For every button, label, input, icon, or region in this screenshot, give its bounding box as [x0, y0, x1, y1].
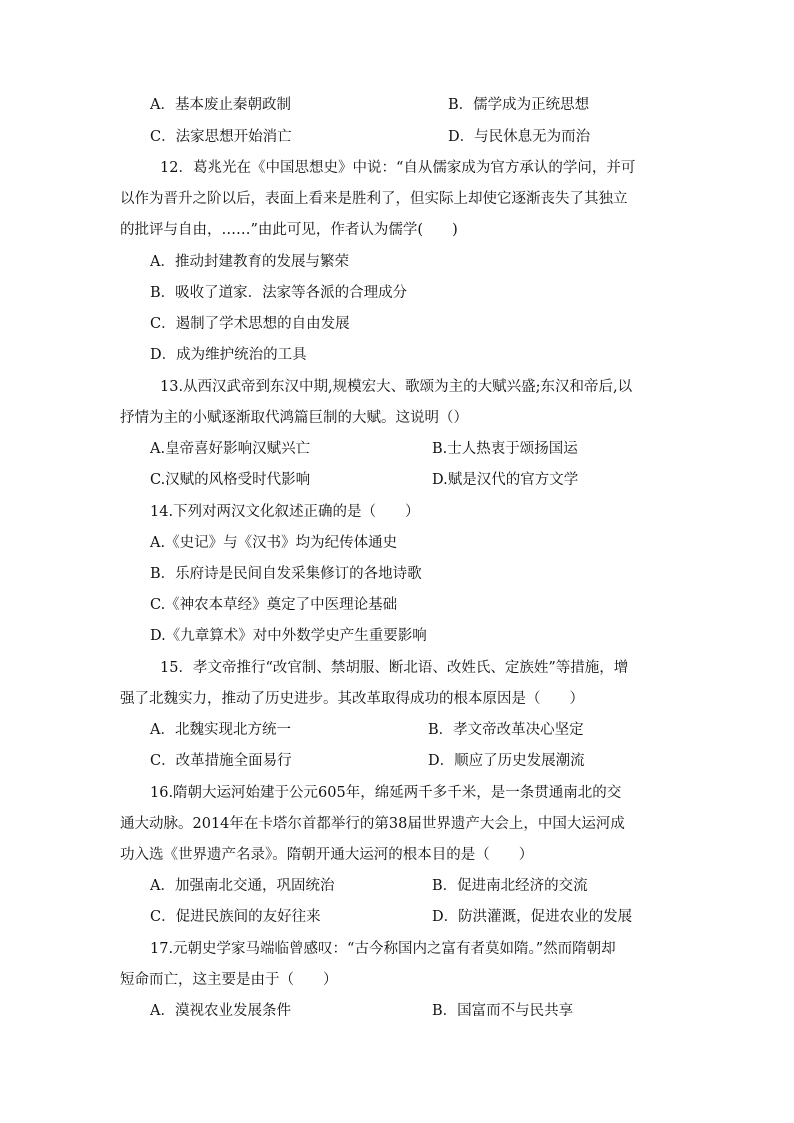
q14-option-c: C.《神农本草经》奠定了中医理论基础: [150, 597, 398, 613]
q12-option-d: D．成为维护统治的工具: [150, 347, 307, 363]
q15-option-c: C．改革措施全面易行: [150, 753, 292, 769]
q12-option-b: B．吸收了道家．法家等各派的合理成分: [150, 285, 408, 301]
q16-option-d: D．防洪灌溉，促进农业的发展: [432, 909, 633, 925]
q13-option-a: A.皇帝喜好影响汉赋兴亡: [150, 441, 311, 457]
q12-stem-line-2: 以作为晋升之阶以后，表面上看来是胜利了，但实际上却使它逐渐丧失了其独立: [120, 191, 628, 207]
q13-option-b: B.士人热衷于颂扬国运: [432, 441, 578, 457]
q15-option-b: B．孝文帝改革决心坚定: [428, 722, 584, 738]
q12-stem-line-1: 12．葛兆光在《中国思想史》中说：“自从儒家成为官方承认的学问，并可: [160, 160, 636, 176]
q14-option-a: A.《史记》与《汉书》均为纪传体通史: [150, 535, 398, 551]
q11-option-b: B．儒学成为正统思想: [448, 97, 590, 113]
q16-stem-line-1: 16.隋朝大运河始建于公元605年，绵延两千多千米，是一条贯通南北的交: [150, 785, 622, 801]
q16-option-b: B．促进南北经济的交流: [432, 878, 588, 894]
q15-option-a: A．北魏实现北方统一: [150, 722, 291, 738]
q11-option-d: D．与民休息无为而治: [448, 129, 591, 145]
q11-option-a: A．基本废止秦朝政制: [150, 97, 291, 113]
q15-option-d: D．顺应了历史发展潮流: [428, 753, 585, 769]
q16-stem-line-3: 功入选《世界遗产名录》。隋朝开通大运河的根本目的是（ ）: [120, 847, 534, 863]
q17-stem-line-2: 短命而亡，这主要是由于（ ）: [120, 972, 338, 988]
q13-option-c: C.汉赋的风格受时代影响: [150, 472, 311, 488]
q14-option-d: D.《九章算术》对中外数学史产生重要影响: [150, 628, 427, 644]
q14-stem-line-1: 14.下列对两汉文化叙述正确的是（ ）: [150, 504, 420, 520]
q13-stem-line-1: 13.从西汉武帝到东汉中期,规模宏大、歌颂为主的大赋兴盛;东汉和帝后,以: [160, 379, 633, 395]
q16-option-a: A．加强南北交通，巩固统治: [150, 878, 335, 894]
q12-option-c: C．遏制了学术思想的自由发展: [150, 316, 350, 332]
q12-option-a: A．推动封建教育的发展与繁荣: [150, 254, 349, 270]
q17-option-a: A．漠视农业发展条件: [150, 1003, 291, 1019]
q16-stem-line-2: 通大动脉。2014年在卡塔尔首都举行的第38届世界遗产大会上，中国大运河成: [120, 816, 625, 832]
q15-stem-line-2: 强了北魏实力，推动了历史进步。其改革取得成功的根本原因是（ ）: [120, 691, 584, 707]
q13-stem-line-2: 抒情为主的小赋逐渐取代鸿篇巨制的大赋。这说明（）: [120, 410, 468, 426]
q12-stem-line-3: 的批评与自由，……”由此可见，作者认为儒学( ): [120, 222, 458, 238]
q11-option-c: C．法家思想开始消亡: [150, 129, 292, 145]
q17-stem-line-1: 17.元朝史学家马端临曾感叹：“古今称国内之富有者莫如隋。”然而隋朝却: [150, 941, 616, 957]
q17-option-b: B．国富而不与民共享: [432, 1003, 574, 1019]
q13-option-d: D.赋是汉代的官方文学: [432, 472, 579, 488]
q14-option-b: B．乐府诗是民间自发采集修订的各地诗歌: [150, 566, 422, 582]
q16-option-c: C．促进民族间的友好往来: [150, 909, 321, 925]
q15-stem-line-1: 15．孝文帝推行“改官制、禁胡服、断北语、改姓氏、定族姓”等措施，增: [160, 660, 629, 676]
